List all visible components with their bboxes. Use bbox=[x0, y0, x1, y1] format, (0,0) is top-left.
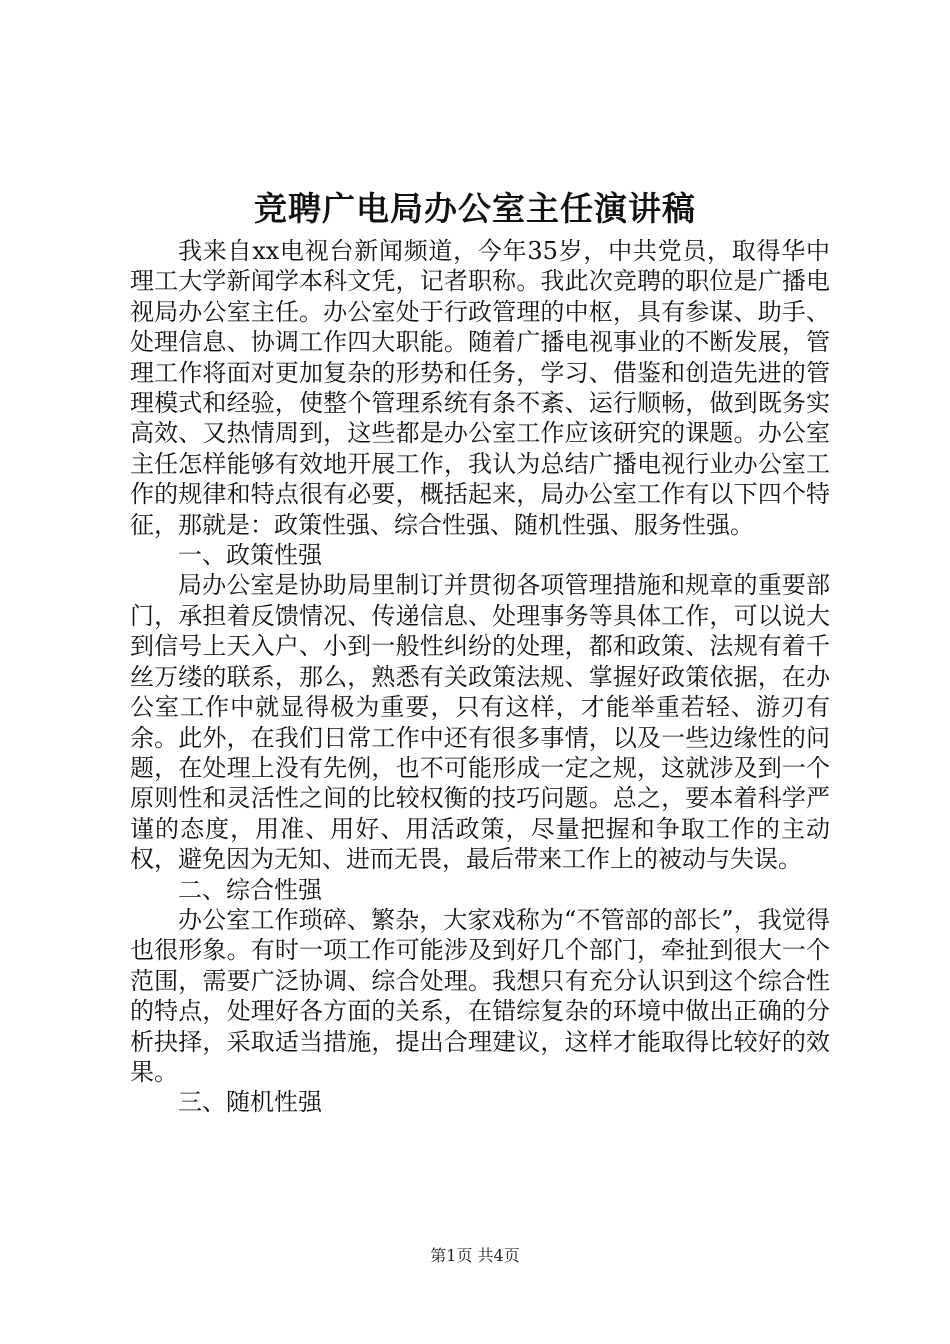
paragraph-intro: 我来自xx电视台新闻频道，今年35岁，中共党员，取得华中理工大学新闻学本科文凭，记者职称。我此次竞聘的职位是广播电视局办公室主任。办公室处于行政管理的中枢，具有参谋、助手、处理信息、协调工作四大职能。随着广播电视事业的不断发展，管理工作将面对更加复杂的形势和任务，学习、借鉴和创造先进的管理模式和经验，使整个管理系统有条不紊、运行顺畅，做到既务实高效、又热情周到，这些都是办公室工作应该研究的课题。办公室主任怎样能够有效地开展工作，我认为总结广播电视行业办公室工作的规律和特点很有必要，概括起来，局办公室工作有以下四个特征，那就是：政策性强、综合性强、随机性强、服务性强。 bbox=[130, 237, 830, 539]
section-heading-random: 三、随机性强 bbox=[178, 1088, 322, 1117]
paragraph-policy: 局办公室是协助局里制订并贯彻各项管理措施和规章的重要部门，承担着反馈情况、传递信息、处理事务等具体工作，可以说大到信号上天入户、小到一般性纠纷的处理，都和政策、法规有着千丝万缕的联系，那么，熟悉有关政策法规、掌握好政策依据，在办公室工作中就显得极为重要，只有这样，才能举重若轻、游刃有余。此外，在我们日常工作中还有很多事情，以及一些边缘性的问题，在处理上没有先例，也不可能形成一定之规，这就涉及到一个原则性和灵活性之间的比较权衡的技巧问题。总之，要本着科学严谨的态度，用准、用好、用活政策，尽量把握和争取工作的主动权，避免因为无知、进而无畏，最后带来工作上的被动与失误。 bbox=[130, 571, 830, 874]
document-body bbox=[130, 236, 830, 1118]
section-heading-policy: 一、政策性强 bbox=[178, 541, 322, 570]
document-title: 竞聘广电局办公室主任演讲稿 bbox=[254, 189, 696, 228]
page-footer: 第1页 共4页 bbox=[430, 1246, 520, 1265]
section-heading-comprehensive: 二、综合性强 bbox=[178, 875, 322, 904]
paragraph-comprehensive: 办公室工作琐碎、繁杂，大家戏称为“不管部的部长”，我觉得也很形象。有时一项工作可能涉及到好几个部门，牵扯到很大一个范围，需要广泛协调、综合处理。我想只有充分认识到这个综合性的特点，处理好各方面的关系，在错综复杂的环境中做出正确的分析抉择，采取适当措施，提出合理建议，这样才能取得比较好的效果。 bbox=[130, 905, 830, 1086]
